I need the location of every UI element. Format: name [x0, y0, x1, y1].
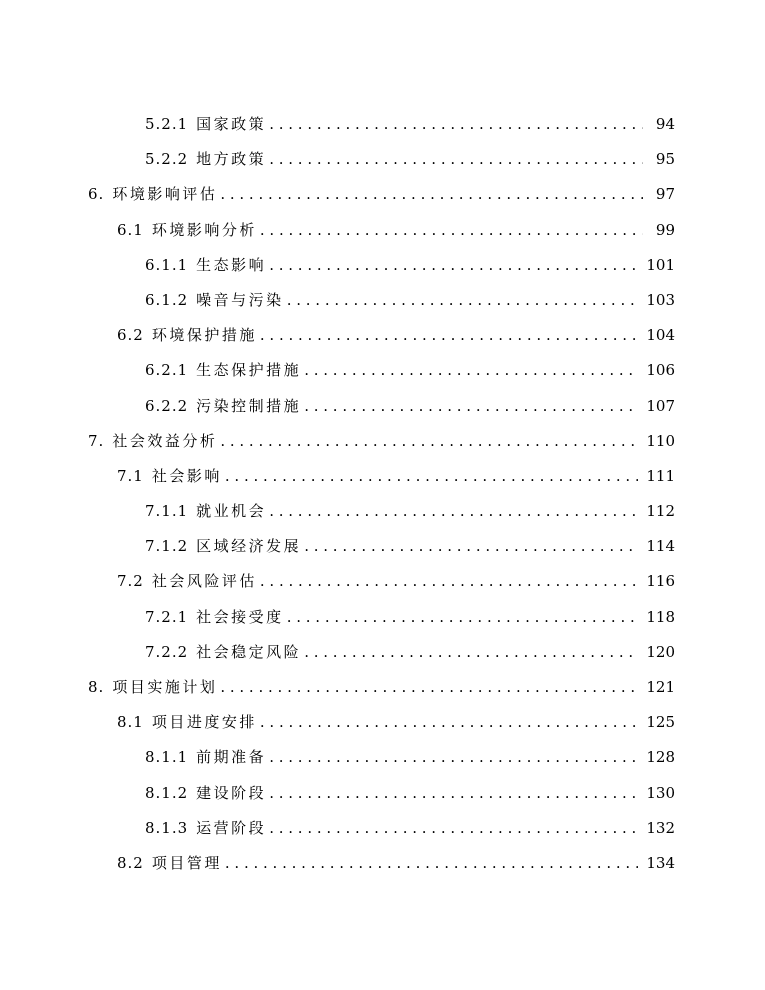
toc-entry-number: 7.1.1 — [145, 502, 189, 521]
dot-leader — [217, 670, 638, 705]
toc-entry-6-1-1[interactable] — [0, 248, 765, 283]
dot-leader — [266, 248, 638, 283]
toc-entry-8-1[interactable] — [0, 705, 765, 740]
toc-entry-6-2[interactable] — [0, 318, 765, 353]
dot-leader — [217, 424, 638, 459]
toc-entry-page: 107 — [646, 396, 675, 415]
toc-entry-number: 7.1.2 — [145, 537, 189, 556]
toc-entry-page: 103 — [646, 290, 675, 309]
toc-entry-page: 95 — [655, 150, 675, 169]
toc-entry-title: 项目进度安排 — [151, 713, 257, 732]
toc-entry-page: 112 — [646, 502, 675, 521]
toc-entry-7-2[interactable] — [0, 564, 765, 599]
toc-entry-title: 项目实施计划 — [112, 678, 218, 696]
toc-entry-title: 社会效益分析 — [112, 431, 218, 450]
toc-entry-page: 120 — [646, 642, 675, 661]
toc-entry-6-1-2[interactable] — [0, 283, 765, 318]
toc-entry-7-1-2[interactable] — [0, 529, 765, 564]
toc-entry-page: 110 — [646, 431, 675, 450]
toc-entry-number: 6.1.1 — [145, 255, 189, 274]
dot-leader — [301, 389, 638, 424]
toc-entry-6-1[interactable] — [0, 213, 765, 248]
toc-entry-number: 7.2.2 — [145, 642, 189, 661]
toc-entry-7-2-2[interactable] — [0, 635, 765, 670]
toc-entry-page: 118 — [646, 607, 675, 626]
toc-entry-6-2-1[interactable] — [0, 353, 765, 388]
dot-leader — [222, 459, 638, 494]
toc-entry-number: 6.1.2 — [145, 290, 189, 309]
toc-entry-5-2-1[interactable] — [0, 107, 765, 142]
toc-entry-page: 94 — [655, 115, 675, 133]
toc-entry-page: 134 — [646, 853, 675, 872]
toc-entry-title: 国家政策 — [196, 115, 267, 133]
toc-entry-page: 101 — [646, 255, 675, 274]
toc-entry-page: 97 — [655, 185, 675, 204]
toc-entry-title: 前期准备 — [196, 748, 267, 767]
toc-entry-number: 7.1 — [117, 466, 144, 485]
toc-entry-title: 区域经济发展 — [196, 537, 302, 556]
toc-entry-8-1-1[interactable] — [0, 740, 765, 775]
toc-entry-number: 5.2.1 — [145, 115, 189, 133]
dot-leader — [266, 494, 638, 529]
toc-entry-7-1[interactable] — [0, 459, 765, 494]
toc-entry-number: 8.1.2 — [145, 783, 189, 802]
toc-entry-number: 7.2 — [117, 572, 144, 591]
dot-leader — [217, 177, 643, 212]
toc-entry-page: 128 — [646, 748, 675, 767]
toc-entry-8-1-2[interactable] — [0, 776, 765, 811]
dot-leader — [266, 811, 638, 846]
table-of-contents — [0, 107, 765, 881]
toc-entry-title: 运营阶段 — [196, 818, 267, 837]
toc-entry-title: 生态保护措施 — [196, 361, 302, 380]
toc-entry-page: 111 — [646, 466, 675, 485]
dot-leader — [266, 740, 638, 775]
toc-entry-page: 125 — [646, 713, 675, 732]
toc-entry-title: 社会风险评估 — [151, 572, 257, 591]
toc-entry-title: 社会接受度 — [196, 607, 284, 626]
toc-entry-6-2-2[interactable] — [0, 389, 765, 424]
toc-entry-title: 噪音与污染 — [196, 290, 284, 309]
toc-entry-page: 121 — [646, 678, 675, 696]
toc-entry-page: 106 — [646, 361, 675, 380]
toc-entry-number: 8.2 — [117, 853, 144, 872]
toc-entry-number: 8.1 — [117, 713, 144, 732]
dot-leader — [301, 529, 638, 564]
toc-entry-6[interactable] — [0, 177, 765, 212]
toc-entry-page: 132 — [646, 818, 675, 837]
dot-leader — [222, 846, 638, 881]
toc-entry-title: 生态影响 — [196, 255, 267, 274]
dot-leader — [257, 705, 638, 740]
toc-entry-page: 104 — [646, 326, 675, 345]
toc-entry-number: 6. — [88, 185, 105, 204]
toc-entry-number: 6.1 — [117, 220, 144, 239]
toc-entry-7-2-1[interactable] — [0, 600, 765, 635]
toc-entry-page: 116 — [646, 572, 675, 591]
toc-entry-title: 建设阶段 — [196, 783, 267, 802]
dot-leader — [257, 318, 638, 353]
toc-entry-title: 社会稳定风险 — [196, 642, 302, 661]
toc-entry-number: 6.2.2 — [145, 396, 189, 415]
toc-entry-8[interactable] — [0, 670, 765, 705]
toc-entry-number: 6.2.1 — [145, 361, 189, 380]
toc-entry-5-2-2[interactable] — [0, 142, 765, 177]
toc-entry-number: 8.1.1 — [145, 748, 189, 767]
toc-entry-page: 114 — [646, 537, 675, 556]
toc-entry-title: 就业机会 — [196, 502, 267, 521]
toc-entry-title: 环境保护措施 — [151, 326, 257, 345]
toc-entry-number: 7.2.1 — [145, 607, 189, 626]
toc-entry-number: 7. — [88, 431, 105, 450]
toc-entry-number: 8.1.3 — [145, 818, 189, 837]
dot-leader — [257, 213, 643, 248]
toc-entry-8-2[interactable] — [0, 846, 765, 881]
toc-entry-number: 5.2.2 — [145, 150, 189, 169]
toc-entry-title: 地方政策 — [196, 150, 267, 169]
toc-entry-title: 污染控制措施 — [196, 396, 302, 415]
toc-entry-title: 社会影响 — [151, 466, 222, 485]
dot-leader — [301, 635, 638, 670]
toc-entry-title: 环境影响评估 — [112, 185, 218, 204]
dot-leader — [301, 353, 638, 388]
dot-leader — [284, 283, 639, 318]
toc-entry-8-1-3[interactable] — [0, 811, 765, 846]
dot-leader — [266, 142, 643, 177]
toc-entry-7[interactable] — [0, 424, 765, 459]
toc-entry-page: 130 — [646, 783, 675, 802]
toc-entry-title: 项目管理 — [151, 853, 222, 872]
toc-entry-7-1-1[interactable] — [0, 494, 765, 529]
toc-entry-number: 6.2 — [117, 326, 144, 345]
toc-entry-number: 8. — [88, 678, 105, 696]
dot-leader — [284, 600, 639, 635]
dot-leader — [257, 564, 638, 599]
toc-entry-title: 环境影响分析 — [151, 220, 257, 239]
dot-leader — [266, 107, 643, 142]
dot-leader — [266, 776, 638, 811]
toc-entry-page: 99 — [655, 220, 675, 239]
